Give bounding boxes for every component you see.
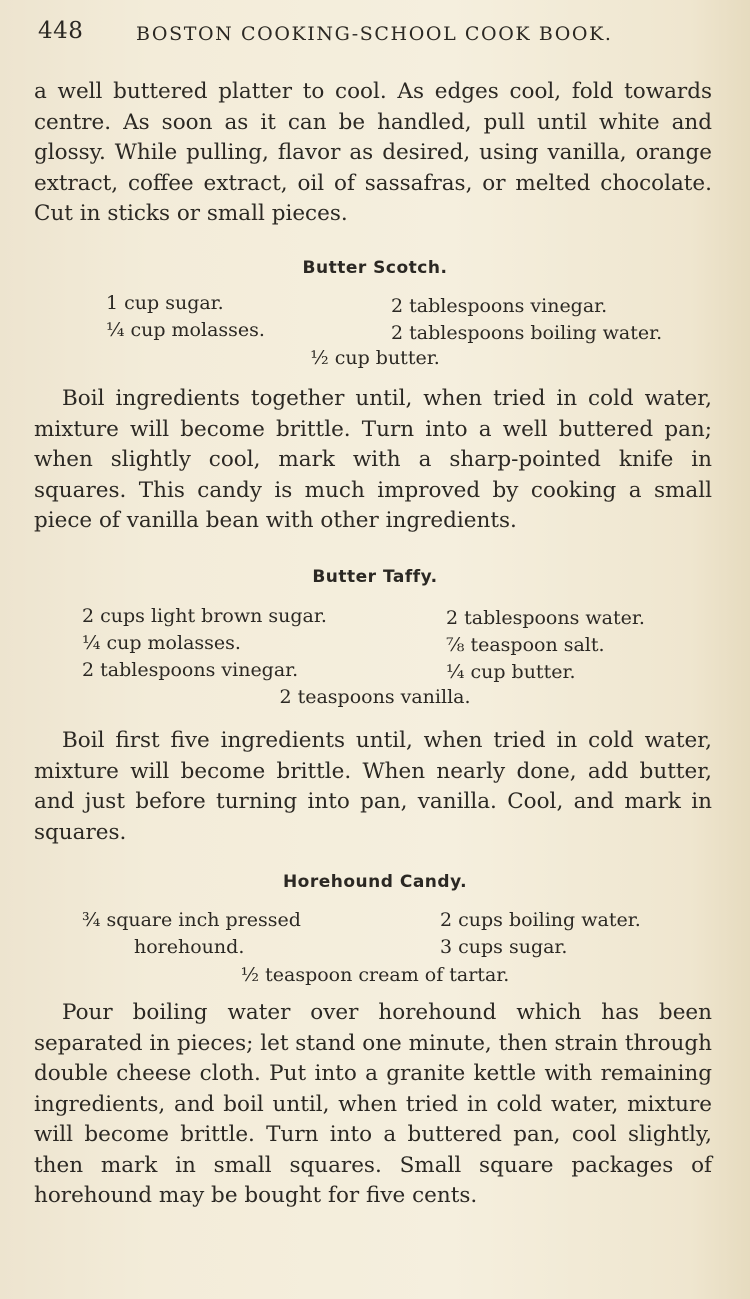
recipe-directions-horehound-candy: Pour boiling water over horehound which has been separated in pieces; let stand one minute, then strain through double cheese cloth. Put into a granite kettle with remaining ingredients, and boil until, when tried in cold water, mixture will become brittle. Turn into a buttered pan, cool slightly, then mark in small squares. Small square packages of horehound may be bought for five cents.	[34, 1000, 712, 1208]
recipe-title-butter-scotch: Butter Scotch.	[302, 258, 448, 278]
ingredient: 2 teaspoons vanilla.	[279, 686, 471, 708]
ingredient: 2 cups boiling water.	[440, 909, 641, 931]
ingredient: ¼ cup molasses.	[82, 632, 241, 654]
ingredient: 2 tablespoons vinegar.	[82, 659, 299, 681]
ingredient: ¼ cup molasses.	[106, 319, 265, 341]
ingredient: ¼ cup butter.	[446, 661, 576, 683]
ingredient: 3 cups sugar.	[440, 936, 568, 958]
page-header	[38, 18, 690, 54]
ingredient: ½ teaspoon cream of tartar.	[240, 964, 510, 986]
ingredient: ¾ square inch pressed	[82, 909, 301, 931]
page-number: 448	[38, 18, 84, 44]
recipe-title-horehound-candy: Horehound Candy.	[282, 872, 468, 892]
running-title: BOSTON COOKING-SCHOOL COOK BOOK.	[136, 23, 613, 45]
ingredient: 1 cup sugar.	[106, 292, 224, 314]
ingredient: ½ cup butter.	[310, 347, 440, 369]
ingredient: horehound.	[134, 936, 245, 958]
intro-paragraph: a well buttered platter to cool. As edges cool, fold towards centre. As soon as it can be handled, pull until white and glossy. While pulling, flavor as desired, using vanilla, orange extract, coffee extract, oil of sassafras, or melted chocolate. Cut in sticks or small pieces.	[34, 79, 712, 226]
recipe-title-butter-taffy: Butter Taffy.	[312, 567, 438, 587]
ingredient: 2 tablespoons water.	[446, 607, 645, 629]
ingredient: 2 tablespoons vinegar.	[391, 295, 608, 317]
recipe-directions-butter-scotch: Boil ingredients together until, when tried in cold water, mixture will become brittle. Turn into a well buttered pan; when slightly cool, mark with a sharp-pointed knife in squares. This candy is much improved by cooking a small piece of vanilla bean with other ingredients.	[34, 386, 712, 533]
ingredient: 2 tablespoons boiling water.	[391, 322, 663, 344]
ingredient: ⅞ teaspoon salt.	[446, 634, 605, 656]
ingredient: 2 cups light brown sugar.	[82, 605, 327, 627]
recipe-directions-butter-taffy: Boil first five ingredients until, when tried in cold water, mixture will become brittle. When nearly done, add butter, and just before turning into pan, vanilla. Cool, and mark in squares.	[34, 728, 712, 845]
